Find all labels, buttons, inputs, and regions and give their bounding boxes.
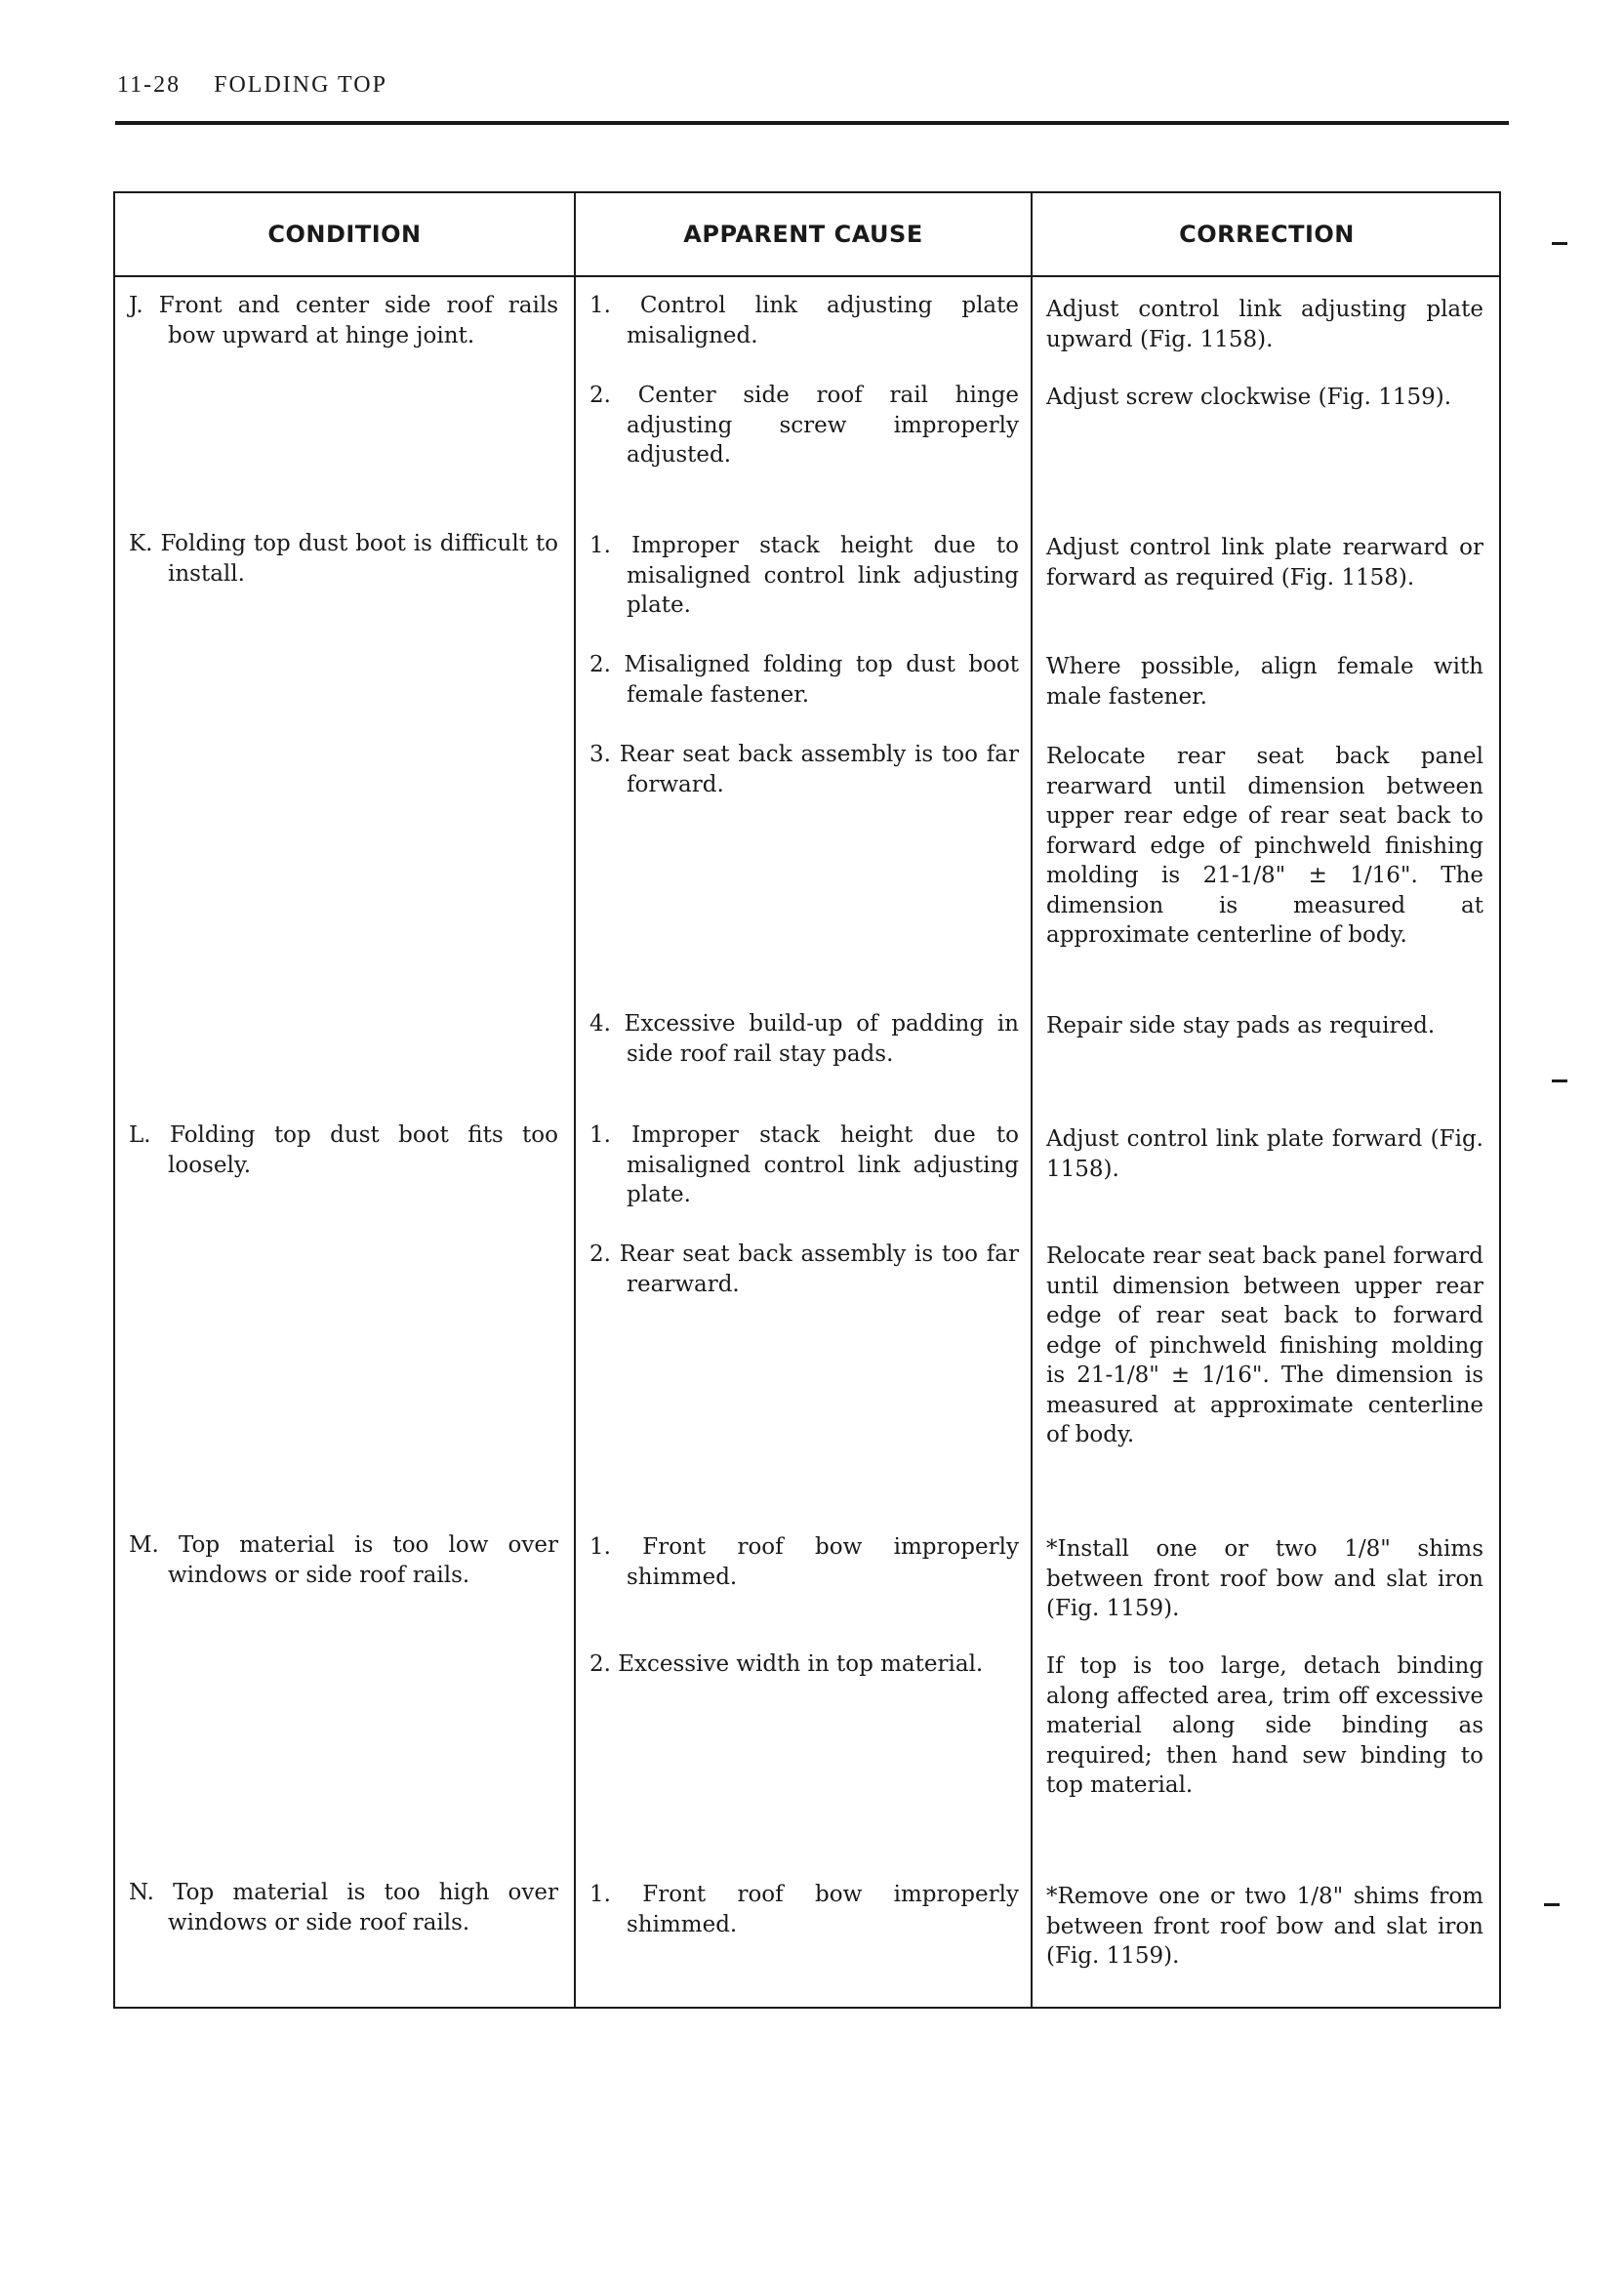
condition-m: M. Top material is too low over windows or side roof rails. bbox=[129, 1532, 558, 1588]
correction-k-2: Where possible, align female with male fastener. bbox=[1046, 654, 1483, 710]
correction-l-2: Relocate rear seat back panel forward until dimension between upper rear edge of rear seat back to forward edge of pinchweld finishing molding is 21-1/8" ± 1/16". The dimension is measured at approximate centerline of body. bbox=[1046, 1243, 1483, 1447]
margin-mark bbox=[1544, 1903, 1560, 1906]
troubleshooting-table bbox=[113, 191, 1501, 2009]
correction-k-3: Relocate rear seat back panel rearward until dimension between upper rear edge of rear seat back to forward edge of pinchweld finishing molding is 21-1/8" ± 1/16". The dimension is measured at approximate centerline of body. bbox=[1046, 744, 1483, 948]
column-divider bbox=[1031, 193, 1033, 2007]
cause-k-1: 1. Improper stack height due to misaligned control link adjusting plate. bbox=[589, 533, 1019, 618]
page-header bbox=[117, 72, 387, 99]
correction-k-4: Repair side stay pads as required. bbox=[1046, 1013, 1436, 1038]
correction-j-2: Adjust screw clockwise (Fig. 1159). bbox=[1046, 385, 1452, 410]
condition-l: L. Folding top dust boot fits too loosely. bbox=[129, 1122, 558, 1178]
column-header-condition: CONDITION bbox=[267, 221, 422, 248]
margin-mark bbox=[1552, 242, 1567, 245]
cause-m-2: 2. Excessive width in top material. bbox=[589, 1651, 984, 1677]
condition-j: J. Front and center side roof rails bow upward at hinge joint. bbox=[129, 293, 558, 348]
column-header-apparent-cause: APPARENT CAUSE bbox=[683, 221, 923, 248]
header-divider bbox=[115, 275, 1499, 277]
condition-n: N. Top material is too high over windows or side roof rails. bbox=[129, 1880, 558, 1935]
column-divider bbox=[574, 193, 576, 2007]
header-rule bbox=[115, 121, 1509, 125]
cause-m-1: 1. Front roof bow improperly shimmed. bbox=[589, 1534, 1019, 1590]
cause-k-3: 3. Rear seat back assembly is too far forward. bbox=[589, 742, 1019, 797]
correction-n-1: *Remove one or two 1/8" shims from between front roof bow and slat iron (Fig. 1159). bbox=[1046, 1884, 1483, 1969]
correction-l-1: Adjust control link plate forward (Fig. 1158). bbox=[1046, 1126, 1483, 1182]
correction-j-1: Adjust control link adjusting plate upward (Fig. 1158). bbox=[1046, 297, 1483, 352]
correction-m-2: If top is too large, detach binding along affected area, trim off excessive material along side binding as required; then hand sew binding to top material. bbox=[1046, 1653, 1483, 1798]
correction-k-1: Adjust control link plate rearward or forward as required (Fig. 1158). bbox=[1046, 535, 1483, 590]
cause-k-2: 2. Misaligned folding top dust boot female fastener. bbox=[589, 652, 1019, 708]
cause-l-1: 1. Improper stack height due to misaligned control link adjusting plate. bbox=[589, 1122, 1019, 1207]
section-title: FOLDING TOP bbox=[214, 72, 387, 98]
column-header-correction: CORRECTION bbox=[1179, 221, 1355, 248]
margin-mark bbox=[1552, 1079, 1567, 1082]
page-number: 11-28 bbox=[117, 72, 182, 98]
correction-m-1: *Install one or two 1/8" shims between front roof bow and slat iron (Fig. 1159). bbox=[1046, 1536, 1483, 1621]
cause-n-1: 1. Front roof bow improperly shimmed. bbox=[589, 1882, 1019, 1937]
cause-k-4: 4. Excessive build-up of padding in side roof rail stay pads. bbox=[589, 1011, 1019, 1067]
condition-k: K. Folding top dust boot is difficult to install. bbox=[129, 531, 558, 587]
cause-j-2: 2. Center side roof rail hinge adjusting screw improperly adjusted. bbox=[589, 383, 1019, 468]
cause-j-1: 1. Control link adjusting plate misaligned. bbox=[589, 293, 1019, 348]
cause-l-2: 2. Rear seat back assembly is too far rearward. bbox=[589, 1242, 1019, 1297]
